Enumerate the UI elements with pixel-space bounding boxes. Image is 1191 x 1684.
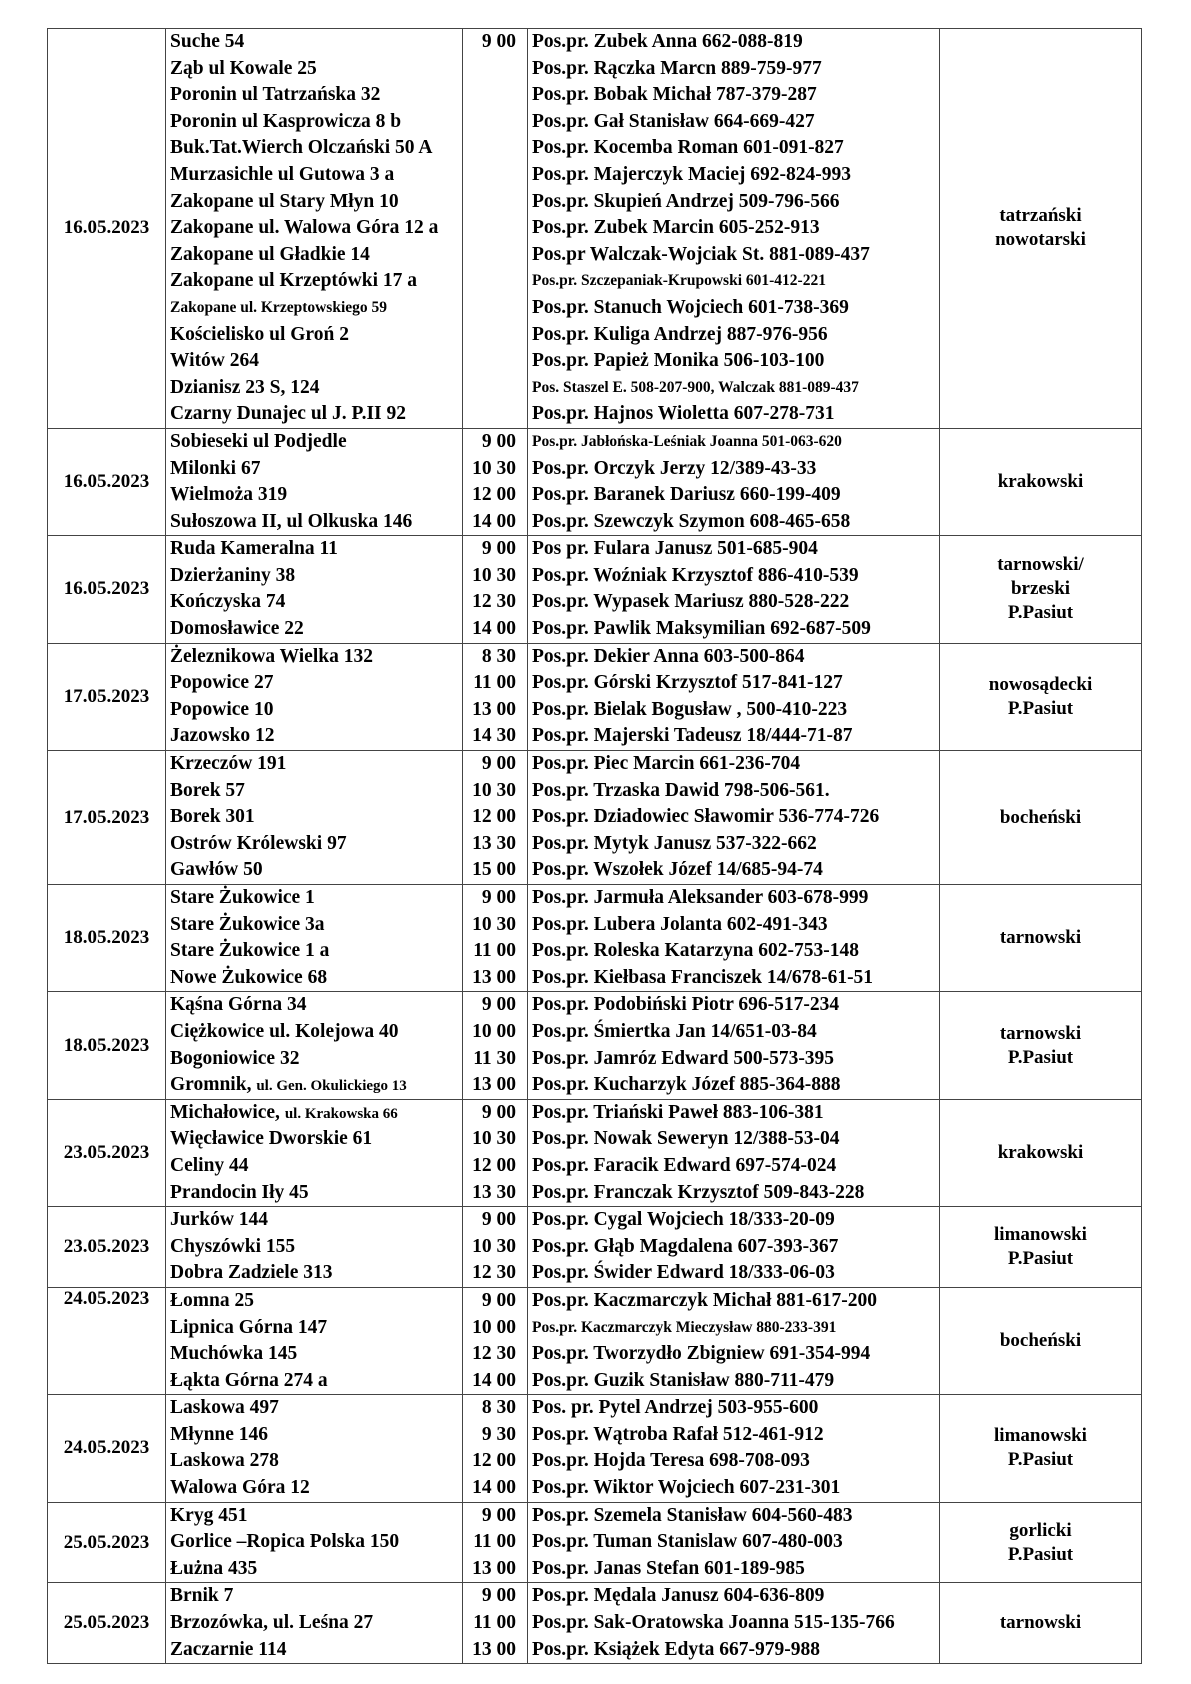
place-line: Zakopane ul Krzeptówki 17 a <box>170 270 418 292</box>
date-cell: 23.05.2023 <box>48 1207 166 1288</box>
time-line: 13 00 <box>472 698 516 720</box>
contact-cell <box>528 1395 940 1502</box>
time-line: 12 30 <box>472 1262 516 1284</box>
place-line: Poronin ul Tatrzańska 32 <box>170 84 381 106</box>
place-text: Gromnik, <box>170 1074 257 1096</box>
time-line: 12 00 <box>472 484 516 506</box>
place-line <box>170 1100 458 1127</box>
contact-line: Pos.pr. Faracik Edward 697-574-024 <box>532 1154 837 1176</box>
place-line: Borek 301 <box>170 806 255 828</box>
place-line: Więcławice Dworskie 61 <box>170 1128 373 1150</box>
place-line: Walowa Góra 12 <box>170 1477 310 1499</box>
time-line: 11 00 <box>473 1612 516 1634</box>
time-line: 12 00 <box>472 1154 516 1176</box>
region-line: nowotarski <box>995 229 1086 251</box>
place-line: Ruda Kameralna 11 <box>170 538 338 560</box>
place-line: Poronin ul Kasprowicza 8 b <box>170 110 402 132</box>
region-cell <box>940 885 1142 992</box>
time-line: 9 00 <box>481 1585 516 1607</box>
place-line: Krzeczów 191 <box>170 753 287 775</box>
place-line: Dzierżaniny 38 <box>170 564 296 586</box>
contact-line: Pos.pr. Wiktor Wojciech 607-231-301 <box>532 1477 841 1499</box>
region-cell <box>940 751 1142 885</box>
contact-line: Pos.pr. Tuman Stanislaw 607-480-003 <box>532 1531 843 1553</box>
contact-cell <box>528 29 940 429</box>
time-line: 15 00 <box>472 859 516 881</box>
contact-cell <box>528 1099 940 1206</box>
region-line: P.Pasiut <box>1007 1248 1074 1270</box>
date-cell: 18.05.2023 <box>48 885 166 992</box>
region-line: limanowski <box>994 1425 1087 1447</box>
contact-line: Pos pr. Fulara Janusz 501-685-904 <box>532 538 818 560</box>
time-line: 12 00 <box>472 806 516 828</box>
time-line: 9 00 <box>481 31 516 52</box>
date-cell: 17.05.2023 <box>48 751 166 885</box>
place-line: Popowice 10 <box>170 698 274 720</box>
place-line: Celiny 44 <box>170 1154 249 1176</box>
time-line: 10 00 <box>472 1316 516 1338</box>
region-line: gorlicki <box>1009 1519 1072 1541</box>
place-cell <box>166 885 463 992</box>
contact-line: Pos.pr. Wątroba Rafał 512-461-912 <box>532 1423 824 1445</box>
time-line: 14 00 <box>472 618 516 640</box>
place-line <box>170 1072 458 1099</box>
place-line: Ostrów Królewski 97 <box>170 832 347 854</box>
place-cell <box>166 1099 463 1206</box>
place-line: Gawłów 50 <box>170 859 263 881</box>
place-line: Popowice 27 <box>170 672 274 694</box>
region-cell <box>940 536 1142 643</box>
place-cell <box>166 1395 463 1502</box>
contact-cell <box>528 751 940 885</box>
place-line: Domosławice 22 <box>170 618 304 640</box>
place-line: Dobra Zadziele 313 <box>170 1262 333 1284</box>
region-line: tarnowski <box>999 1612 1082 1634</box>
place-line: Bogoniowice 32 <box>170 1047 300 1069</box>
place-line: Gorlice –Ropica Polska 150 <box>170 1531 400 1553</box>
contact-line: Pos.pr. Guzik Stanisław 880-711-479 <box>532 1369 835 1391</box>
schedule-row <box>48 992 1142 1099</box>
place-cell <box>166 1502 463 1583</box>
contact-line: Pos.pr. Janas Stefan 601-189-985 <box>532 1557 805 1579</box>
schedule-row <box>48 1583 1142 1664</box>
time-line: 10 30 <box>472 779 516 801</box>
contact-cell <box>528 536 940 643</box>
contact-line: Pos.pr. Triański Paweł 883-106-381 <box>532 1101 824 1123</box>
region-line: P.Pasiut <box>1007 1543 1074 1565</box>
contact-line: Pos.pr. Kocemba Roman 601-091-827 <box>532 137 844 159</box>
region-line: P.Pasiut <box>1007 697 1074 719</box>
place-line: Czarny Dunajec ul J. P.II 92 <box>170 403 406 425</box>
contact-line: Pos.pr. Skupień Andrzej 509-796-566 <box>532 190 840 212</box>
time-line: 13 30 <box>472 832 516 854</box>
schedule-row <box>48 29 1142 429</box>
place-line: Dzianisz 23 S, 124 <box>170 376 320 398</box>
place-cell <box>166 428 463 535</box>
place-line: Lipnica Górna 147 <box>170 1316 328 1338</box>
region-line: P.Pasiut <box>1007 1046 1074 1068</box>
place-cell <box>166 751 463 885</box>
place-line: Łomna 25 <box>170 1289 254 1311</box>
contact-line: Pos.pr. Stanuch Wojciech 601-738-369 <box>532 296 849 318</box>
schedule-row <box>48 428 1142 535</box>
time-cell <box>463 1287 528 1394</box>
schedule-row <box>48 1099 1142 1206</box>
date-cell: 25.05.2023 <box>48 1583 166 1664</box>
time-cell <box>463 1583 528 1664</box>
place-line: Brnik 7 <box>170 1585 234 1607</box>
contact-line: Pos.pr. Zubek Anna 662-088-819 <box>532 31 803 52</box>
place-small-text: ul. Gen. Okulickiego 13 <box>256 1078 407 1095</box>
contact-line: Pos.pr. Kaczmarczyk Mieczysław 880-233-391 <box>532 1318 837 1336</box>
place-line: Suche 54 <box>170 31 245 52</box>
region-line: tarnowski <box>999 1022 1082 1044</box>
time-line: 10 30 <box>472 913 516 935</box>
contact-line: Pos.pr. Lubera Jolanta 602-491-343 <box>532 913 828 935</box>
contact-line: Pos.pr. Pawlik Maksymilian 692-687-509 <box>532 618 871 640</box>
region-line: P.Pasiut <box>1007 1449 1074 1471</box>
place-line: Zakopane ul Gładkie 14 <box>170 243 370 265</box>
contact-line: Pos.pr. Kiełbasa Franciszek 14/678-61-51 <box>532 966 874 988</box>
time-line: 13 00 <box>472 966 516 988</box>
contact-line: Pos.pr. Mędala Janusz 604-636-809 <box>532 1585 825 1607</box>
place-cell <box>166 992 463 1099</box>
place-line: Sułoszowa II, ul Olkuska 146 <box>170 510 413 532</box>
contact-line: Pos.pr. Dekier Anna 603-500-864 <box>532 645 805 667</box>
contact-line: Pos.pr. Baranek Dariusz 660-199-409 <box>532 484 841 506</box>
place-line: Łąkta Górna 274 a <box>170 1369 328 1391</box>
time-line: 14 30 <box>472 725 516 747</box>
contact-line: Pos.pr. Woźniak Krzysztof 886-410-539 <box>532 564 859 586</box>
region-line: krakowski <box>997 471 1084 493</box>
place-cell <box>166 536 463 643</box>
place-cell <box>166 643 463 750</box>
region-cell <box>940 1099 1142 1206</box>
contact-line: Pos.pr. Piec Marcin 661-236-704 <box>532 753 801 775</box>
region-cell <box>940 1502 1142 1583</box>
contact-line: Pos.pr. Trzaska Dawid 798-506-561. <box>532 779 830 801</box>
region-line: nowosądecki <box>988 673 1093 695</box>
time-line: 9 00 <box>481 994 516 1016</box>
time-line: 10 30 <box>472 1235 516 1257</box>
region-cell <box>940 1207 1142 1288</box>
contact-line: Pos.pr. Kucharzyk Józef 885-364-888 <box>532 1074 841 1096</box>
contact-cell <box>528 1207 940 1288</box>
place-line: Zakopane ul. Walowa Góra 12 a <box>170 217 439 239</box>
time-line: 11 00 <box>473 940 516 962</box>
schedule-body <box>48 29 1142 1664</box>
time-cell <box>463 428 528 535</box>
contact-cell <box>528 885 940 992</box>
time-line: 12 30 <box>472 591 516 613</box>
place-line: Żeleznikowa Wielka 132 <box>170 645 373 667</box>
contact-line: Pos. Staszel E. 508-207-900, Walczak 881-089-437 <box>532 378 859 396</box>
schedule-row <box>48 1207 1142 1288</box>
contact-line: Pos.pr. Wypasek Mariusz 880-528-222 <box>532 591 850 613</box>
contact-line: Pos.pr. Szewczyk Szymon 608-465-658 <box>532 510 851 532</box>
place-line: Laskowa 497 <box>170 1397 279 1419</box>
contact-line: Pos.pr. Górski Krzysztof 517-841-127 <box>532 672 843 694</box>
contact-line: Pos.pr. Kaczmarczyk Michał 881-617-200 <box>532 1289 877 1311</box>
time-line: 10 30 <box>472 564 516 586</box>
time-line: 12 00 <box>472 1450 516 1472</box>
time-line: 11 00 <box>473 672 516 694</box>
place-line: Murzasichle ul Gutowa 3 a <box>170 163 395 185</box>
time-line: 11 30 <box>473 1047 516 1069</box>
region-line: bocheński <box>999 806 1082 828</box>
region-cell <box>940 29 1142 429</box>
contact-line: Pos.pr. Bobak Michał 787-379-287 <box>532 84 817 106</box>
schedule-row <box>48 1502 1142 1583</box>
place-line: Muchówka 145 <box>170 1343 298 1365</box>
contact-line: Pos.pr. Gał Stanisław 664-669-427 <box>532 110 815 132</box>
time-line: 9 30 <box>481 1423 516 1445</box>
contact-line: Pos.pr. Jabłońska-Leśniak Joanna 501-063-620 <box>532 432 842 450</box>
place-line: Nowe Żukowice 68 <box>170 966 328 988</box>
region-line: P.Pasiut <box>1007 602 1074 624</box>
place-cell <box>166 1287 463 1394</box>
contact-line: Pos.pr. Głąb Magdalena 607-393-367 <box>532 1235 839 1257</box>
contact-line: Pos.pr. Nowak Seweryn 12/388-53-04 <box>532 1128 840 1150</box>
place-line: Wielmoża 319 <box>170 484 288 506</box>
contact-line: Pos. pr. Pytel Andrzej 503-955-600 <box>532 1397 819 1419</box>
place-line: Stare Żukowice 1 a <box>170 940 330 962</box>
place-cell <box>166 29 463 429</box>
contact-cell <box>528 643 940 750</box>
time-line: 10 30 <box>472 457 516 479</box>
place-line: Stare Żukowice 3a <box>170 913 325 935</box>
date-cell: 16.05.2023 <box>48 428 166 535</box>
time-cell <box>463 751 528 885</box>
contact-line: Pos.pr. Cygal Wojciech 18/333-20-09 <box>532 1209 835 1231</box>
contact-cell <box>528 1502 940 1583</box>
place-line: Brzozówka, ul. Leśna 27 <box>170 1612 374 1634</box>
place-text: Michałowice, <box>170 1101 285 1123</box>
contact-line: Pos.pr. Śmiertka Jan 14/651-03-84 <box>532 1020 817 1042</box>
place-line: Łużna 435 <box>170 1557 258 1579</box>
contact-line: Pos.pr. Orczyk Jerzy 12/389-43-33 <box>532 457 817 479</box>
region-line: brzeski <box>1010 578 1071 600</box>
schedule-row <box>48 1287 1142 1394</box>
time-line: 9 00 <box>481 430 516 452</box>
contact-line: Pos.pr. Szemela Stanisław 604-560-483 <box>532 1504 853 1526</box>
schedule-row <box>48 643 1142 750</box>
contact-cell <box>528 1287 940 1394</box>
time-line: 9 00 <box>481 1289 516 1311</box>
time-line: 9 00 <box>481 1209 516 1231</box>
time-line: 9 00 <box>481 753 516 775</box>
date-cell: 25.05.2023 <box>48 1502 166 1583</box>
place-small-text: ul. Krakowska 66 <box>284 1105 398 1122</box>
date-cell: 16.05.2023 <box>48 29 166 429</box>
date-cell: 23.05.2023 <box>48 1099 166 1206</box>
place-line: Sobieseki ul Podjedle <box>170 430 347 452</box>
date-cell: 16.05.2023 <box>48 536 166 643</box>
time-line: 14 00 <box>472 1369 516 1391</box>
time-cell <box>463 643 528 750</box>
contact-line: Pos.pr Walczak-Wojciak St. 881-089-437 <box>532 243 870 265</box>
schedule-row <box>48 885 1142 992</box>
time-line: 9 00 <box>481 887 516 908</box>
place-line: Zakopane ul. Krzeptowskiego 59 <box>170 298 388 316</box>
place-line: Kąśna Górna 34 <box>170 994 307 1016</box>
contact-line: Pos.pr. Majerski Tadeusz 18/444-71-87 <box>532 725 853 747</box>
time-cell <box>463 992 528 1099</box>
time-line: 12 30 <box>472 1343 516 1365</box>
place-line: Prandocin Iły 45 <box>170 1181 309 1203</box>
time-line: 13 00 <box>472 1557 516 1579</box>
time-cell <box>463 1395 528 1502</box>
time-cell <box>463 29 528 429</box>
place-line: Borek 57 <box>170 779 245 801</box>
time-line: 9 00 <box>481 538 516 560</box>
schedule-row <box>48 1395 1142 1502</box>
region-cell <box>940 1395 1142 1502</box>
contact-line: Pos.pr. Papież Monika 506-103-100 <box>532 350 825 372</box>
contact-line: Pos.pr. Roleska Katarzyna 602-753-148 <box>532 940 859 962</box>
contact-line: Pos.pr. Majerczyk Maciej 692-824-993 <box>532 163 851 185</box>
region-cell <box>940 1583 1142 1664</box>
contact-line: Pos.pr. Jarmuła Aleksander 603-678-999 <box>532 887 869 908</box>
time-cell <box>463 1099 528 1206</box>
contact-line: Pos.pr. Zubek Marcin 605-252-913 <box>532 217 820 239</box>
place-line: Jurków 144 <box>170 1209 269 1231</box>
contact-line: Pos.pr. Jamróz Edward 500-573-395 <box>532 1047 835 1069</box>
time-cell <box>463 1502 528 1583</box>
time-line: 11 00 <box>473 1531 516 1553</box>
region-line: krakowski <box>997 1141 1084 1163</box>
region-line: tarnowski <box>999 927 1082 949</box>
time-line: 14 00 <box>472 510 516 532</box>
region-cell <box>940 992 1142 1099</box>
place-line: Ząb ul Kowale 25 <box>170 57 317 79</box>
place-line: Zakopane ul Stary Młyn 10 <box>170 190 399 212</box>
contact-line: Pos.pr. Tworzydło Zbigniew 691-354-994 <box>532 1343 871 1365</box>
place-line: Zaczarnie 114 <box>170 1638 287 1660</box>
contact-line: Pos.pr. Sak-Oratowska Joanna 515-135-766 <box>532 1612 895 1634</box>
time-cell <box>463 1207 528 1288</box>
region-line: bocheński <box>999 1330 1082 1352</box>
place-line: Kończyska 74 <box>170 591 286 613</box>
time-line: 10 30 <box>472 1128 516 1150</box>
time-line: 14 00 <box>472 1477 516 1499</box>
time-line: 8 30 <box>481 1397 516 1419</box>
place-line: Witów 264 <box>170 350 260 372</box>
contact-line: Pos.pr. Szczepaniak-Krupowski 601-412-221 <box>532 272 826 290</box>
time-cell <box>463 536 528 643</box>
contact-line: Pos.pr. Hojda Teresa 698-708-093 <box>532 1450 810 1472</box>
place-cell <box>166 1207 463 1288</box>
place-line: Chyszówki 155 <box>170 1235 296 1257</box>
contact-line: Pos.pr. Wszołek Józef 14/685-94-74 <box>532 859 823 881</box>
contact-line: Pos.pr. Kuliga Andrzej 887-976-956 <box>532 323 828 345</box>
place-line: Ciężkowice ul. Kolejowa 40 <box>170 1020 399 1042</box>
place-cell <box>166 1583 463 1664</box>
place-line: Buk.Tat.Wierch Olczański 50 A <box>170 137 433 159</box>
region-cell <box>940 643 1142 750</box>
time-line: 13 30 <box>472 1181 516 1203</box>
contact-line: Pos.pr. Podobiński Piotr 696-517-234 <box>532 994 840 1016</box>
contact-cell <box>528 1583 940 1664</box>
contact-line: Pos.pr. Franczak Krzysztof 509-843-228 <box>532 1181 865 1203</box>
contact-line: Pos.pr. Rączka Marcn 889-759-977 <box>532 57 822 79</box>
schedule-row <box>48 751 1142 885</box>
place-line: Młynne 146 <box>170 1423 269 1445</box>
place-line: Jazowsko 12 <box>170 725 275 747</box>
date-cell: 24.05.2023 <box>48 1395 166 1502</box>
schedule-row <box>48 536 1142 643</box>
date-cell: 24.05.2023 <box>48 1287 166 1394</box>
contact-line: Pos.pr. Książek Edyta 667-979-988 <box>532 1638 820 1660</box>
contact-line: Pos.pr. Świder Edward 18/333-06-03 <box>532 1262 835 1284</box>
region-line: limanowski <box>994 1224 1087 1246</box>
time-line: 9 00 <box>481 1101 516 1123</box>
contact-cell <box>528 428 940 535</box>
region-line: tarnowski/ <box>997 554 1084 576</box>
time-line: 10 00 <box>472 1020 516 1042</box>
region-cell <box>940 428 1142 535</box>
place-line: Kryg 451 <box>170 1504 248 1526</box>
time-line: 8 30 <box>481 645 516 667</box>
place-line: Laskowa 278 <box>170 1450 279 1472</box>
contact-line: Pos.pr. Bielak Bogusław , 500-410-223 <box>532 698 848 720</box>
place-line: Kościelisko ul Groń 2 <box>170 323 349 345</box>
time-cell <box>463 885 528 992</box>
place-line: Milonki 67 <box>170 457 261 479</box>
contact-line: Pos.pr. Mytyk Janusz 537-322-662 <box>532 832 817 854</box>
contact-line: Pos.pr. Hajnos Wioletta 607-278-731 <box>532 403 835 425</box>
schedule-table <box>47 28 1142 1664</box>
time-line: 13 00 <box>472 1638 516 1660</box>
region-line: tatrzański <box>999 205 1082 227</box>
contact-cell <box>528 992 940 1099</box>
date-cell: 18.05.2023 <box>48 992 166 1099</box>
contact-line: Pos.pr. Dziadowiec Sławomir 536-774-726 <box>532 806 880 828</box>
region-cell <box>940 1287 1142 1394</box>
place-line: Stare Żukowice 1 <box>170 887 315 908</box>
time-line: 9 00 <box>481 1504 516 1526</box>
date-cell: 17.05.2023 <box>48 643 166 750</box>
time-line: 13 00 <box>472 1074 516 1096</box>
